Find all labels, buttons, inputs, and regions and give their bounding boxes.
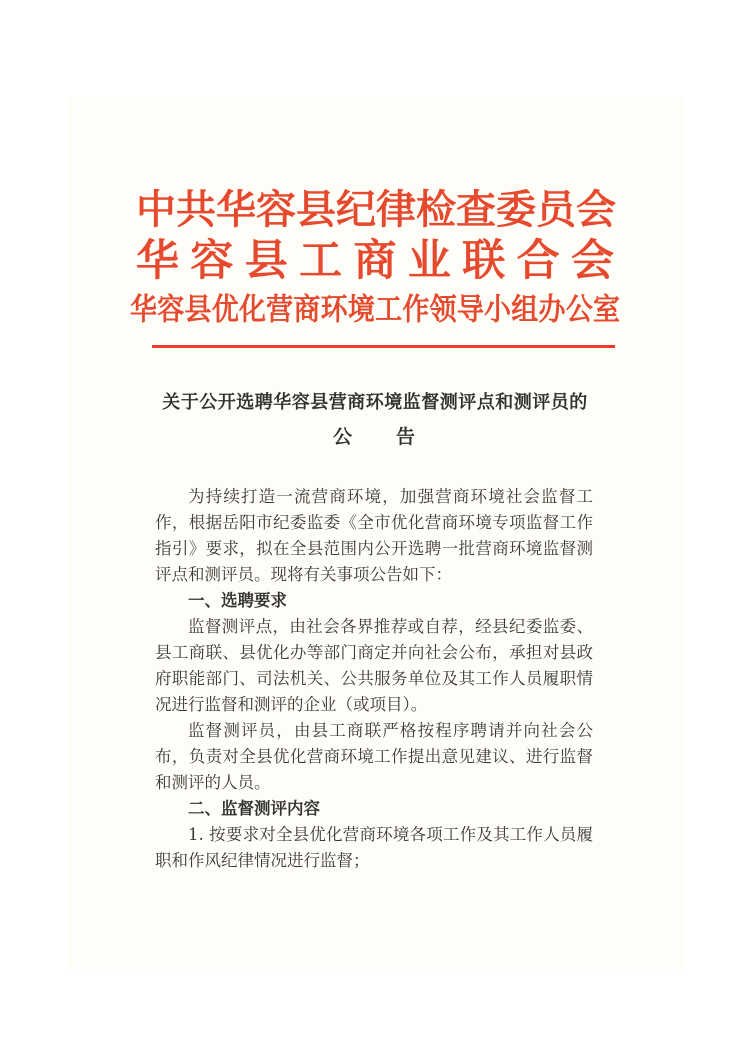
- document-title-line-2: 公 告: [332, 426, 417, 448]
- section-heading-2: 二、监督测评内容: [188, 799, 320, 818]
- document-title: [67, 386, 683, 454]
- letterhead-divider-rule: [152, 345, 615, 348]
- letterhead-org-line-2: 华容县工商业联合会: [136, 236, 614, 286]
- document-page: [67, 97, 683, 970]
- document-body: [155, 484, 593, 874]
- paragraph-evaluators: 监督测评员，由县工商联严格按程序聘请并向社会公布，负责对全县优化营商环境工作提出意见建议、进行监督和测评的人员。: [155, 721, 593, 792]
- letterhead-org-line-1: 中共华容县纪律检查委员会: [136, 186, 616, 233]
- section-heading-1: 一、选聘要求: [188, 591, 287, 610]
- letterhead-org-line-3: 华容县优化营商环境工作领导小组办公室: [130, 292, 620, 328]
- document-title-line-1: 关于公开选聘华容县营商环境监督测评点和测评员的: [162, 392, 588, 413]
- paragraph-evaluation-points: 监督测评点，由社会各界推荐或自荐，经县纪委监委、县工商联、县优化办等部门商定并向社会公布，承担对县政府职能部门、司法机关、公共服务单位及其工作人员履职情况进行监督和测评的企业（或项目）。: [155, 617, 593, 714]
- paragraph-intro: 为持续打造一流营商环境，加强营商环境社会监督工作，根据岳阳市纪委监委《全市优化营商环境专项监督工作指引》要求，拟在全县范围内公开选聘一批营商环境监督测评点和测评员。现将有关事项公告如下：: [155, 487, 593, 584]
- paragraph-item-1: 1. 按要求对全县优化营商环境各项工作及其工作人员履职和作风纪律情况进行监督；: [155, 825, 593, 870]
- letterhead: [67, 185, 683, 329]
